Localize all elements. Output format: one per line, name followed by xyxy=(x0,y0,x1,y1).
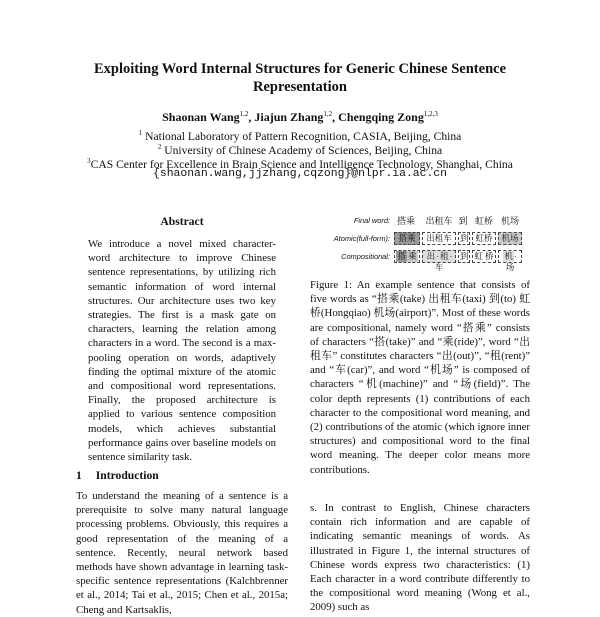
author-list: Shaonan Wang$^{1,2}$, Jiajun Zhang$^{1,2}$, Chengqing Zong$^{1,2,3}$ xyxy=(162,110,438,124)
fig-atomic-box xyxy=(498,232,522,245)
fig-atomic-word: 搭乘 xyxy=(398,233,416,243)
figure-1 xyxy=(316,212,530,270)
fig-char: 出 xyxy=(426,251,436,261)
fig-label-compositional: Compositional: xyxy=(341,252,390,261)
fig-char: 到 xyxy=(460,251,469,261)
fig-atomic-word: 机场 xyxy=(501,233,519,243)
fig-char: 车 xyxy=(434,262,444,272)
author-name: Chengqing Zong xyxy=(338,110,424,124)
fig-final-word: 虹桥 xyxy=(474,216,493,226)
fig-final-word: 到 xyxy=(458,216,468,226)
fig-atomic-word: 出租车 xyxy=(426,233,452,243)
fig-char: 桥 xyxy=(485,251,494,261)
aff-sup: 1 xyxy=(138,129,143,137)
fig-compositional-box xyxy=(458,250,470,263)
figure-caption: Figure 1: An example sentence that consists of five words as “搭乘(take) 出租车(taxi) 到(to) 虹桥(Hongqiao) 机场(airport)”. Most of these words are compositional, namely word “搭乘” consists of characters “搭(take)” and “乘(ride)”, word “出租车” constitutes characters “出(out)”, “租(rent)” and “车(car)”, and word “机场” is composed of characters “机(machine)” and “场(field)”. The color depth represents (1) contributions of each character to the compositional word meaning, and (2) contributions of the atomic (which ignore inner structures) and compositional word to the final word meaning. The deeper color means more contributions. xyxy=(310,279,530,476)
fig-atomic-box xyxy=(422,232,456,245)
fig-atomic-box xyxy=(394,232,420,245)
abstract-heading: Abstract xyxy=(160,215,204,228)
aff-text: National Laboratory of Pattern Recognition, CASIA, Beijing, China xyxy=(145,129,462,143)
author-sup: 1,2,3 xyxy=(423,110,438,118)
author-sup: 1,2 xyxy=(239,110,249,118)
fig-compositional-box xyxy=(472,250,496,263)
fig-compositional-box: 机·场 xyxy=(498,250,522,263)
abstract-text: We introduce a novel mixed character-word architecture to improve Chinese sentence representations, by utilizing rich semantic information of word internal structures. Our architecture uses two key strategies. The first is a mask gate on characters, learning the relation among characters in a word. The second is a max-pooling operation on words, adaptively finding the optimal mixture of the atomic and compositional word representations. Finally, the proposed architecture is applied to various sentence composition models, which achieves substantial performance gains over baseline models on sentence similarity task. xyxy=(88,238,276,464)
fig-final-word: 机场 xyxy=(500,216,519,226)
aff-sup: 3 xyxy=(87,157,91,165)
fig-compositional-box xyxy=(394,250,420,263)
fig-char: 搭 xyxy=(397,251,406,261)
fig-char: 机 xyxy=(504,251,513,261)
author-email: {shaonan.wang,jjzhang,cqzong}@nlpr.ia.ac.cn xyxy=(153,168,447,180)
fig-atomic-word: 虹桥 xyxy=(475,233,493,243)
section-title: Introduction xyxy=(95,469,159,482)
fig-char: 乘 xyxy=(408,251,417,261)
author-name: Jiajun Zhang xyxy=(254,110,324,124)
fig-compositional-box: 出·租·车 xyxy=(422,250,456,263)
fig-atomic-word: 到 xyxy=(460,233,469,243)
fig-label-atomic: Atomic(full-form): xyxy=(333,234,390,243)
fig-atomic-box xyxy=(458,232,470,245)
fig-atomic-box xyxy=(472,232,496,245)
aff-text: CAS Center for Excellence in Brain Science and Intelligence Technology, Shanghai, China xyxy=(90,157,513,171)
author-name: Shaonan Wang xyxy=(162,110,240,124)
aff-sup: 2 xyxy=(157,143,162,151)
fig-char: 租 xyxy=(440,251,449,261)
fig-final-word: 出租车 xyxy=(425,216,453,226)
author-sup: 1,2 xyxy=(323,110,333,118)
fig-char: 虹 xyxy=(474,251,483,261)
aff-text: University of Chinese Academy of Sciences, Beijing, China xyxy=(164,143,443,157)
paper-title: Exploiting Word Internal Structures for Generic Chinese Sentence Representation xyxy=(93,61,507,95)
fig-final-word: 搭乘 xyxy=(396,216,415,226)
fig-char: 场 xyxy=(505,262,515,272)
intro-text: To understand the meaning of a sentence is a prerequisite to solve many natural language processing problems. Obviously, this requires a good representation of the meaning of a sentence. Recently, neural network based methods have shown advantage in learning task-specific sentence representations (Kalchbrenner et al., 2014; Tai et al., 2015; Chen et al., 2015a; Cheng and Kartsaklis, xyxy=(76,490,288,616)
fig-label-final: Final word: xyxy=(353,216,390,225)
section-heading xyxy=(76,469,159,482)
body-text-right: s. In contrast to English, Chinese characters contain rich information and are capable of indicating semantic meanings of words. As illustrated in Figure 1, the internal structures of Chinese words express two characteristics: (1) Each character in a word contribute differently to the compositional word meaning (Wong et al., 2009) such as xyxy=(310,502,530,614)
section-number: 1 xyxy=(76,469,82,482)
